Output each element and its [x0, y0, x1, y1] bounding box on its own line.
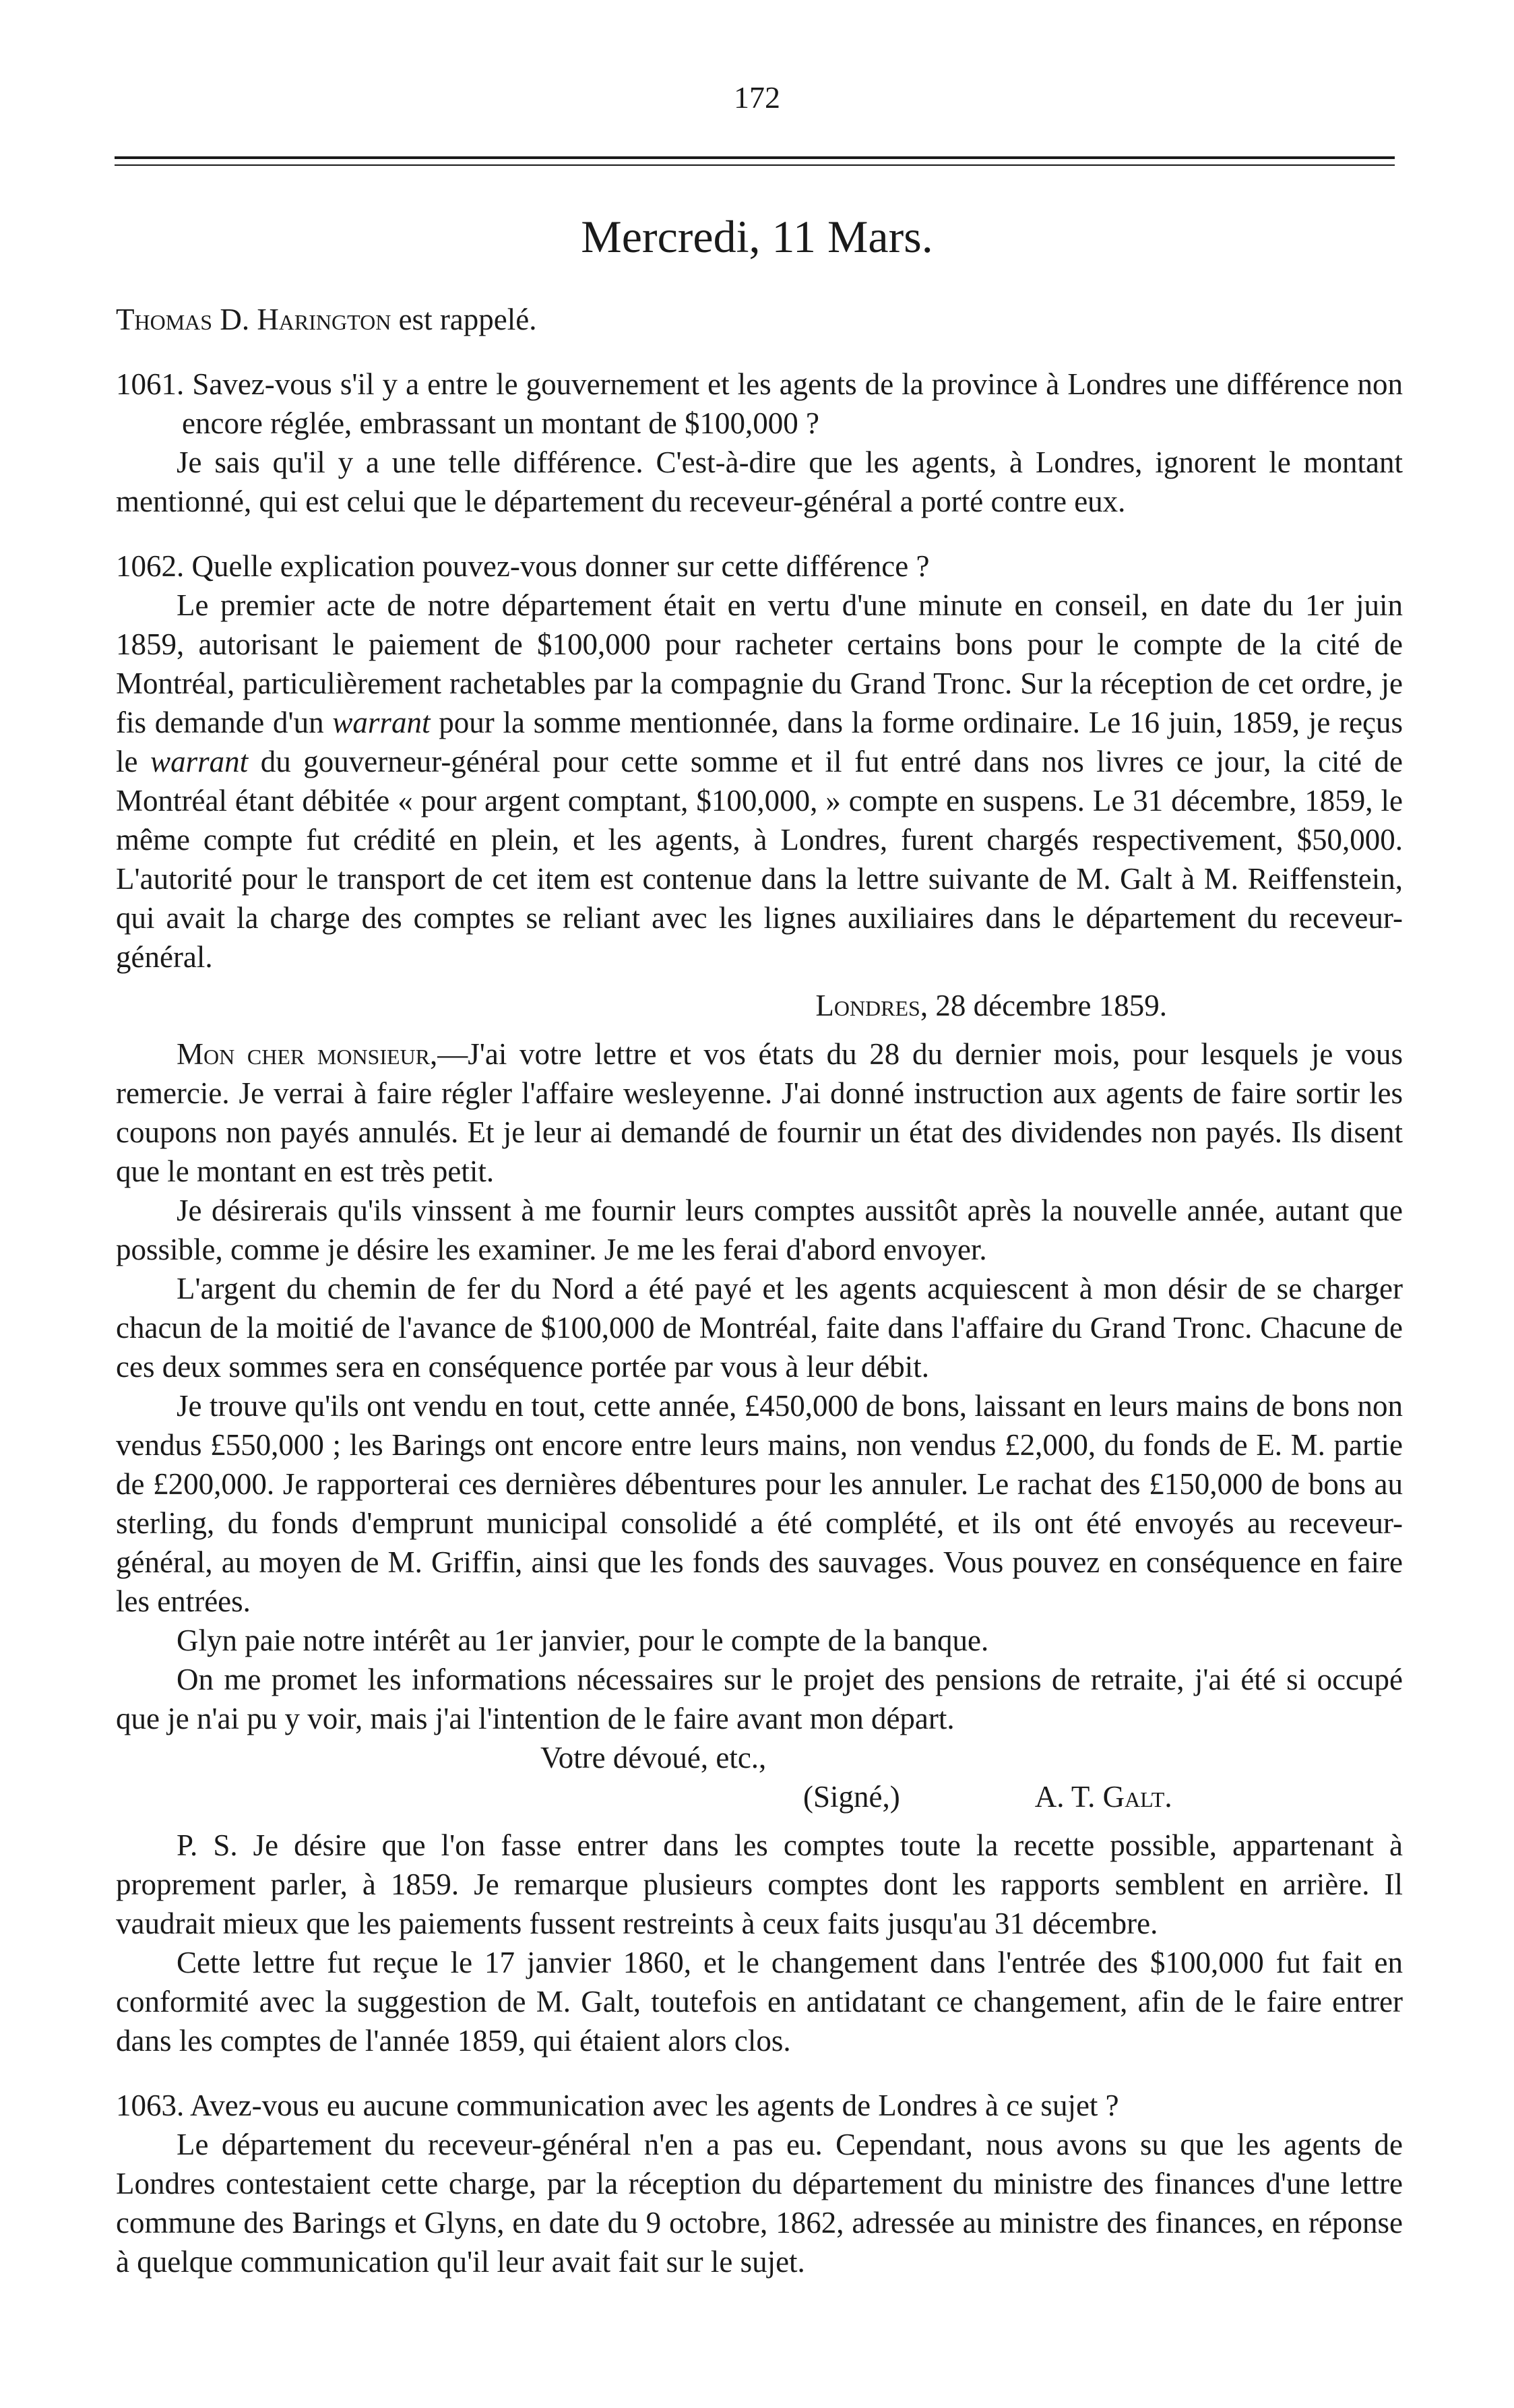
answer-text: du gouverneur-général pour cette somme et il fut entré dans nos livres ce jour, la cité de Montréal étant débitée « pour argent comptant, $100,000, » compte en suspens. Le 31 décembre, 1859, le même compte fut crédité en plein, et les agents, à Londres, furent chargés respectivement, $50,000. L'autorité pour le transport de cet item est contenue dans la lettre suivante de M. Galt à M. Reiffenstein, qui avait la charge des comptes se reliant avec les lignes auxiliaires dans le département du receveur-général.	[116, 745, 1403, 974]
letter-salutation: Mon cher monsieur,	[177, 1037, 438, 1071]
question-text: Savez-vous s'il y a entre le gouvernement et les agents de la province à Londres une différence non encore réglée, embrassant un montant de $100,000 ?	[182, 367, 1403, 440]
question-1063	[116, 2086, 1403, 2125]
answer-italic: warrant	[332, 706, 431, 739]
header-rule-thick	[115, 156, 1395, 159]
letter-para-6: On me promet les informations nécessaires sur le projet des pensions de retraite, j'ai été si occupé que je n'ai pu y voir, mais j'ai l'intention de le faire avant mon départ.	[116, 1663, 1403, 1735]
letter-text: —J'ai votre lettre et vos états du 28 du dernier mois, pour lesquels je vous remercie. Je verrai à faire régler l'affaire wesleyenne. J'ai donné instruction aux agents de faire sortir les coupons non payés annulés. Et je leur ai demandé de fournir un état des dividendes non payés. Ils disent que le montant en est très petit.	[116, 1037, 1403, 1188]
answer-1062	[116, 586, 1403, 977]
letter-postscript: P. S. Je désire que l'on fasse entrer dans les comptes toute la recette possible, appartenant à proprement parler, à 1859. Je remarque plusieurs comptes dont les rapports semblent en arrière. Il vaudrait mieux que les paiements fussent restreints à ceux faits jusqu'au 31 décembre.	[116, 1828, 1403, 1940]
letter-para-4: Je trouve qu'ils ont vendu en tout, cette année, £450,000 de bons, laissant en leurs mains de bons non vendus £550,000 ; les Barings ont encore entre leurs mains, non vendus £2,000, du fonds de E. M. partie de £200,000. Je rapporterai ces dernières débentures pour les annuler. Le rachat des £150,000 de bons au sterling, du fonds d'emprunt municipal consolidé a été complété, et ils ont été envoyés au receveur-général, au moyen de M. Griffin, ainsi que les fonds des sauvages. Vous pouvez en conséquence en faire les entrées.	[116, 1389, 1403, 1618]
question-number: 1061.	[116, 367, 185, 401]
question-1062	[116, 547, 1403, 586]
page-number: 172	[734, 80, 780, 115]
witness-name: Thomas D. Harington	[116, 303, 391, 336]
body-text	[116, 300, 1403, 2281]
question-text: Avez-vous eu aucune communication avec les agents de Londres à ce sujet ?	[190, 2089, 1119, 2122]
answer-italic: warrant	[150, 745, 249, 778]
question-text: Quelle explication pouvez-vous donner sur cette différence ?	[191, 549, 930, 583]
answer-1063: Le département du receveur-général n'en a pas eu. Cependant, nous avons su que les agents de Londres contestaient cette charge, par la réception du département du ministre des finances d'une lettre commune des Barings et Glyns, en date du 9 octobre, 1862, adressée au ministre des finances, en réponse à quelque communication qu'il leur avait fait sur le sujet.	[116, 2128, 1403, 2279]
letter-para-1	[116, 1035, 1403, 1191]
recall-text: est rappelé.	[398, 303, 537, 336]
letter-closing: Votre dévoué, etc.,	[540, 1741, 767, 1774]
recall-line	[116, 300, 1403, 339]
date-heading: Mercredi, 11 Mars.	[581, 211, 933, 262]
dateline-place: Londres,	[815, 989, 928, 1022]
question-number: 1062.	[116, 549, 185, 583]
letter-para-2: Je désirerais qu'ils vinssent à me fournir leurs comptes aussitôt après la nouvelle année, autant que possible, comme je désire les examiner. Je me les ferai d'abord envoyer.	[116, 1194, 1403, 1266]
signed-name: A. T. Galt.	[1034, 1780, 1172, 1814]
header-rule-thin	[115, 164, 1395, 166]
letter-dateline	[116, 986, 1403, 1025]
answer-text: Le premier acte de notre département était en vertu d'une minute en conseil, en date du 1er juin 1859, autorisant le paiement de $100,000 pour racheter certains bons pour le compte de la cité de Montréal, particulièrement rachetables par la compagnie du Grand Tronc. Sur la réception de cet ordre, je fis demande d'un	[116, 588, 1403, 739]
question-1061	[116, 365, 1403, 443]
letter-para-5: Glyn paie notre intérêt au 1er janvier, pour le compte de la banque.	[177, 1624, 989, 1657]
letter-signature	[116, 1777, 1403, 1816]
signed-label: (Signé,)	[803, 1780, 900, 1814]
dateline-date: 28 décembre 1859.	[935, 989, 1167, 1022]
letter-para-3: L'argent du chemin de fer du Nord a été payé et les agents acquiescent à mon désir de se charger chacun de la moitié de l'avance de $100,000 de Montréal, faite dans l'affaire du Grand Tronc. Chacune de ces deux sommes sera en conséquence portée par vous à leur débit.	[116, 1272, 1403, 1384]
answer-1061: Je sais qu'il y a une telle différence. C'est-à-dire que les agents, à Londres, ignorent le montant mentionné, qui est celui que le département du receveur-général a porté contre eux.	[116, 445, 1403, 518]
question-number: 1063.	[116, 2089, 185, 2122]
after-letter-text: Cette lettre fut reçue le 17 janvier 1860, et le changement dans l'entrée des $100,000 fut fait en conformité avec la suggestion de M. Galt, toutefois en antidatant ce changement, afin de le faire entrer dans les comptes de l'année 1859, qui étaient alors clos.	[116, 1946, 1403, 2058]
answer-text: pour la somme mentionnée, dans la forme ordinaire. Le 16 juin, 1859, je reçus le	[116, 706, 1403, 778]
